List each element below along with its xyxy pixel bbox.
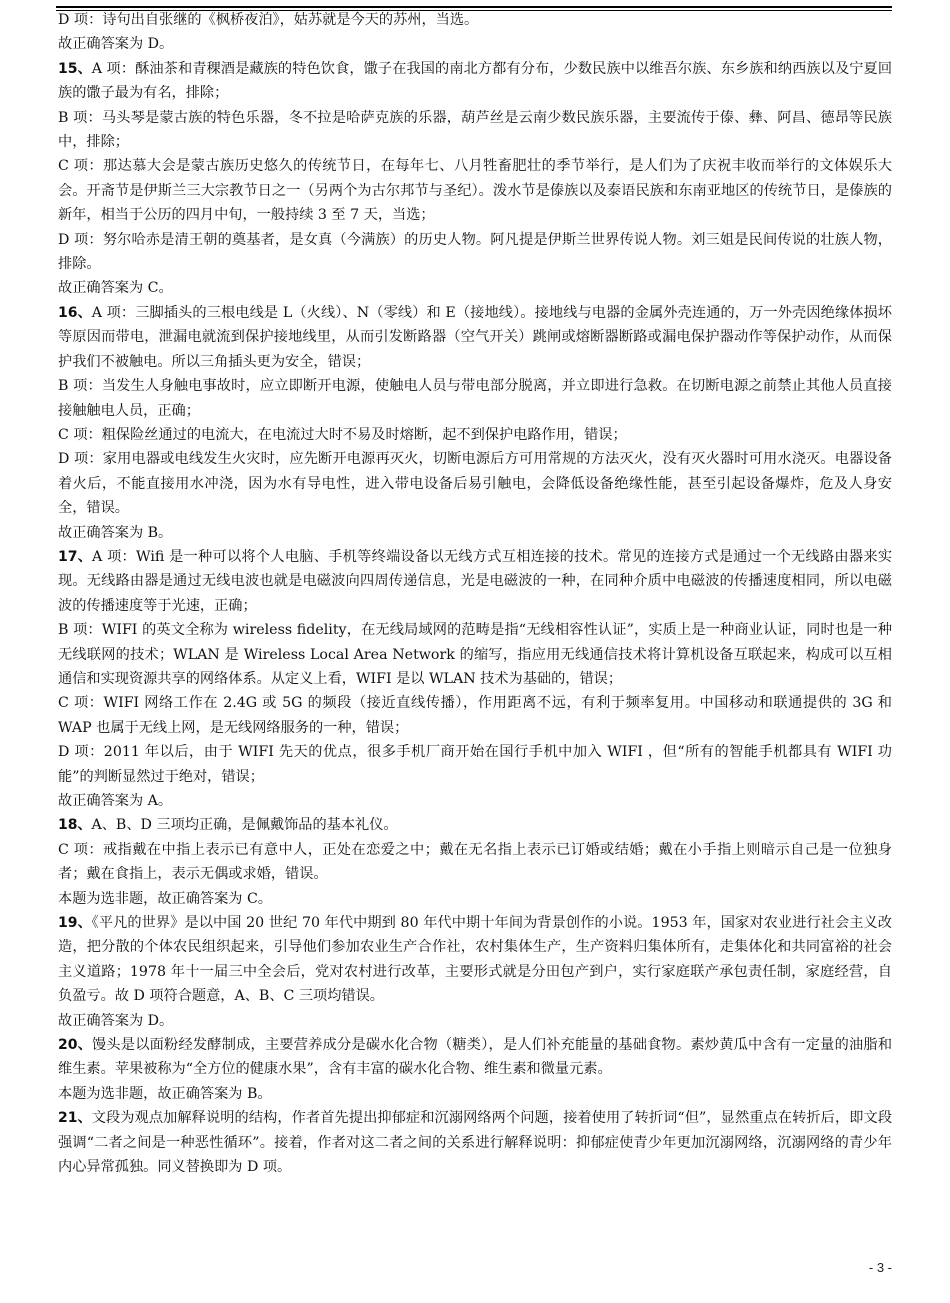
paragraph: 18、A、B、D 三项均正确，是佩戴饰品的基本礼仪。 (58, 817, 398, 834)
paragraph: 本题为选非题，故正确答案为 C。 (58, 890, 272, 907)
paragraph: 故正确答案为 D。 (58, 36, 174, 53)
paragraph: 19、《平凡的世界》是以中国 20 世纪 70 年代中期到 80 年代中期十年间为背景创作的小说。1953 年，国家对农业进行社会主义改造，把分散的个体农民组织起来，引导他们参加农业生产合作社，农村集体生产，生产资料归集体所有，走集体化和共同富裕的社会主义道路；1978 年十一届三中全会后，党对农村进行改革，主要形式就是分田包产到户，实行家庭联产承包责任制，家庭经营，自负盈亏。故 D 项符合题意，A、B、C 三项均错误。 (58, 915, 892, 1005)
page-number: - 3 - (868, 1260, 892, 1275)
paragraph: D 项：家用电器或电线发生火灾时，应先断开电源再灭火，切断电源后方可用常规的方法灭火，没有灭火器时可用水浇灭。电器设备着火后，不能直接用水冲浇，因为水有导电性，进入带电设备后易引触电，会降低设备绝缘性能，甚至引起设备爆炸，危及人身安全，错误。 (58, 451, 892, 517)
paragraph: C 项：WIFI 网络工作在 2.4G 或 5G 的频段（接近直线传播），作用距离不远，有利于频率复用。中国移动和联通提供的 3G 和 WAP 也属于无线上网，是无线网络服务的一种，错误； (58, 695, 892, 736)
paragraph: 故正确答案为 D。 (58, 1012, 174, 1029)
paragraph: 故正确答案为 C。 (58, 280, 173, 297)
paragraph: D 项：努尔哈赤是清王朝的奠基者，是女真（今满族）的历史人物。阿凡提是伊斯兰世界传说人物。刘三姐是民间传说的壮族人物，排除。 (58, 231, 892, 273)
paragraph: D 项：2011 年以后，由于 WIFI 先天的优点，很多手机厂商开始在国行手机中加入 WIFI ，但“所有的智能手机都具有 WIFI 功能”的判断显然过于绝对，错误； (58, 744, 892, 785)
paragraph: B 项：WIFI 的英文全称为 wireless fidelity，在无线局域网的范畴是指“无线相容性认证”，实质上是一种商业认证，同时也是一种无线联网的技术；WLAN 是 Wireless Local Area Network 的缩写，指应用无线通信技术将计算机设备互联起来，构成可以互相通信和实现资源共享的网络体系。从定义上看，WIFI 是以 WLAN 技术为基础的，错误； (58, 622, 892, 687)
paragraph: C 项：戒指戴在中指上表示已有意中人，正处在恋爱之中；戴在无名指上表示已订婚或结婚；戴在小手指上则暗示自己是一位独身者；戴在食指上，表示无偶或求婚，错误。 (58, 841, 892, 883)
paragraph: 16、A 项：三脚插头的三根电线是 L（火线）、N（零线）和 E（接地线）。接地线与电器的金属外壳连通的，万一外壳因绝缘体损坏等原因而带电，泄漏电就流到保护接地线里，从而引发断路器（空气开关）跳闸或熔断器断路或漏电保护器动作等保护动作，从而保护我们不被触电。所以三角插头更为安全，错误； (58, 304, 892, 370)
paragraph: 故正确答案为 A。 (58, 793, 173, 809)
paragraph: B 项：当发生人身触电事故时，应立即断开电源，使触电人员与带电部分脱离，并立即进行急救。在切断电源之前禁止其他人员直接接触触电人员，正确； (58, 378, 892, 419)
paragraph: 故正确答案为 B。 (58, 524, 173, 541)
paragraph: 15、A 项：酥油茶和青稞酒是藏族的特色饮食，馓子在我国的南北方都有分布，少数民族中以维吾尔族、东乡族和纳西族以及宁夏回族的馓子最为有名，排除； (58, 60, 893, 102)
paragraph: 21、文段为观点加解释说明的结构，作者首先提出抑郁症和沉溺网络两个问题，接着使用了转折词“但”，显然重点在转折后，即文段强调“二者之间是一种恶性循环”。接着，作者对这二者之间的关系进行解释说明：抑郁症使青少年更加沉溺网络，沉溺网络的青少年内心异常孤独。同义替换即为 D 项。 (58, 1110, 893, 1176)
paragraph: C 项：粗保险丝通过的电流大，在电流过大时不易及时熔断，起不到保护电路作用，错误； (58, 426, 627, 443)
paragraph: 本题为选非题，故正确答案为 B。 (58, 1085, 272, 1102)
paragraph: 20、馒头是以面粉经发酵制成，主要营养成分是碳水化合物（糖类），是人们补充能量的基础食物。素炒黄瓜中含有一定量的油脂和维生素。苹果被称为“全方位的健康水果”，含有丰富的碳水化合物、维生素和微量元素。 (58, 1037, 893, 1078)
paragraph: B 项：马头琴是蒙古族的特色乐器，冬不拉是哈萨克族的乐器，葫芦丝是云南少数民族乐器，主要流传于傣、彝、阿昌、德昂等民族中，排除； (58, 109, 892, 151)
paragraph: D 项：诗句出自张继的《枫桥夜泊》，姑苏就是今天的苏州，当选。 (58, 12, 479, 28)
paragraph: C 项：那达慕大会是蒙古族历史悠久的传统节日，在每年七、八月牲畜肥壮的季节举行，是人们为了庆祝丰收而举行的文体娱乐大会。开斋节是伊斯兰三大宗教节日之一（另两个为古尔邦节与圣纪）。泼水节是傣族以及泰语民族和东南亚地区的传统节日，是傣族的新年，相当于公历的四月中旬，一般持续 3 至 7 天，当选； (58, 158, 892, 224)
paragraph: 17、A 项：Wifi 是一种可以将个人电脑、手机等终端设备以无线方式互相连接的技术。常见的连接方式是通过一个无线路由器来实现。无线路由器是通过无线电波也就是电磁波向四周传递信息，光是电磁波的一种，在同种介质中电磁波的传播速度相同，所以电磁波的传播速度等于光速，正确； (58, 548, 893, 614)
document-body (58, 8, 892, 1180)
